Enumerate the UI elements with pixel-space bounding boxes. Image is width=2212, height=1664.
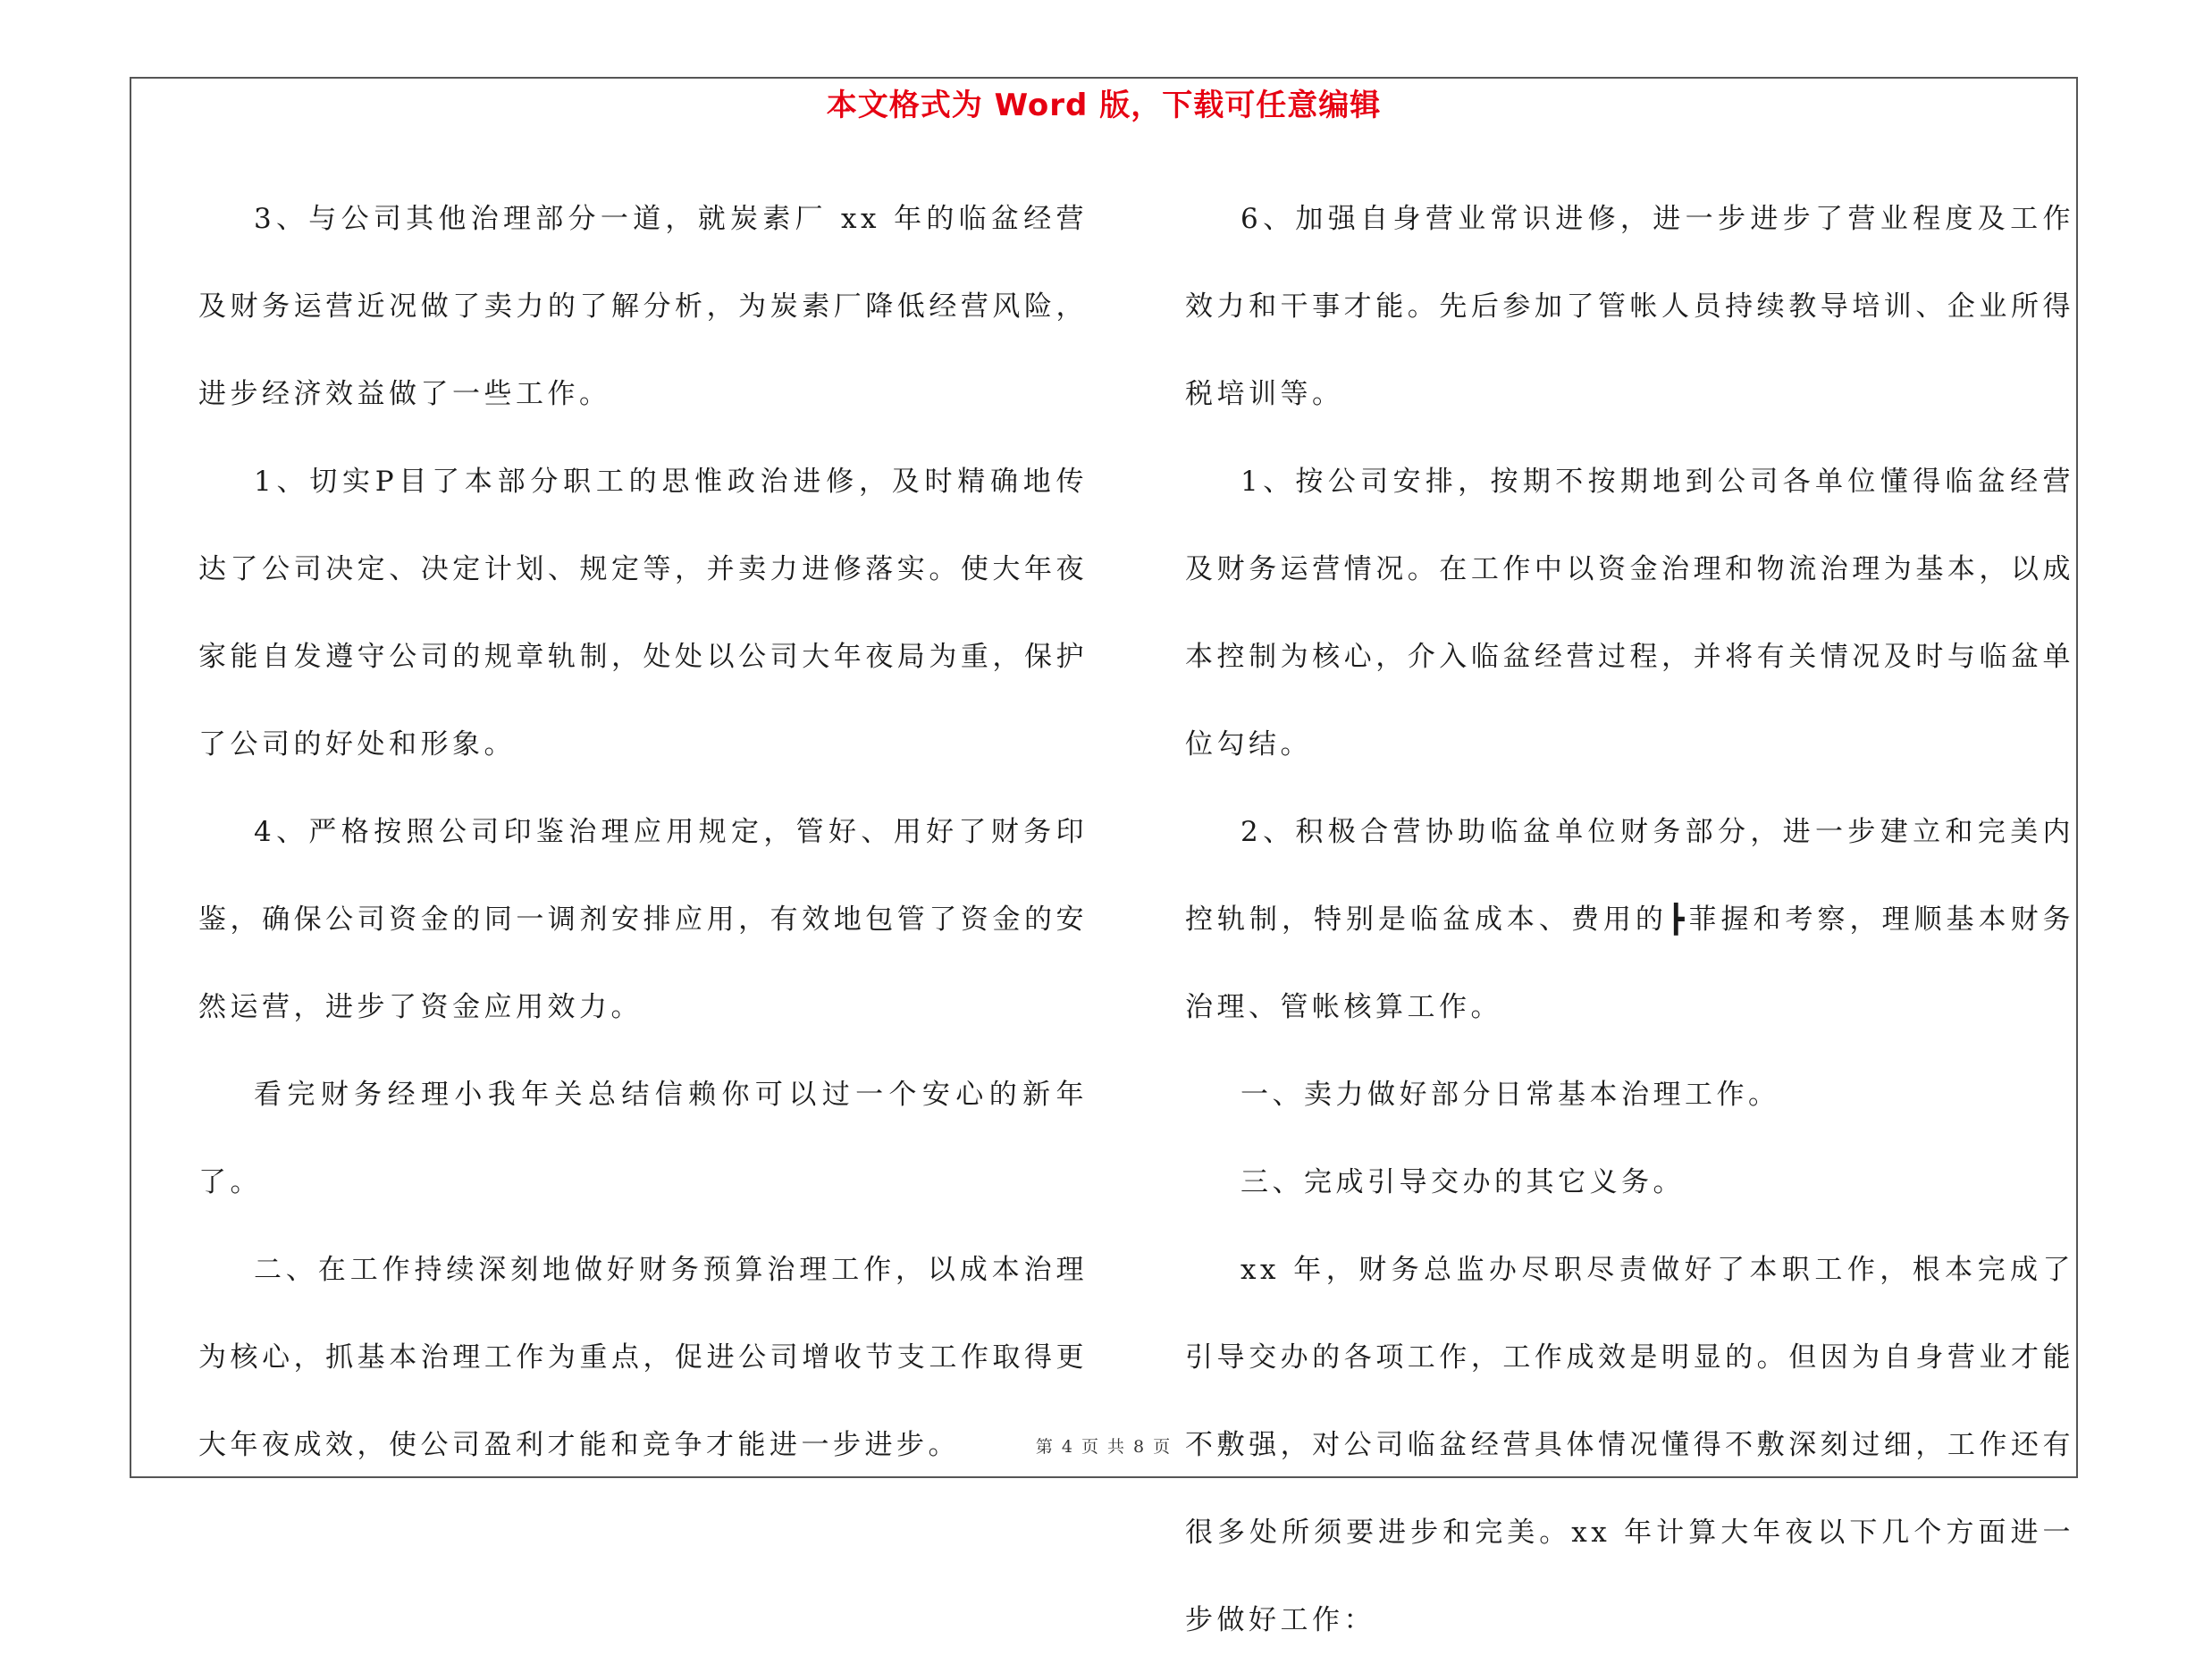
paragraph: 1、切实P目了本部分职工的思惟政治进修，及时精确地传达了公司决定、决定计划、规定等，并卖力进修落实。使大年夜家能自发遵守公司的规章轨制，处处以公司大年夜局为重，保护了公司的好处和形象。 [198, 466, 1088, 761]
paragraph: 6、加强自身营业常识进修，进一步进步了营业程度及工作效力和干事才能。先后参加了管帐人员持续教导培训、企业所得税培训等。 [1185, 203, 2074, 410]
paragraph: 看完财务经理小我年关总结信赖你可以过一个安心的新年了。 [198, 1079, 1088, 1198]
paragraph: 2、积极合营协助临盆单位财务部分，进一步建立和完美内控轨制，特别是临盆成本、费用的┣菲握和考察，理顺基本财务治理、管帐核算工作。 [1185, 816, 2074, 1023]
paragraph: 三、完成引导交办的其它义务。 [1241, 1166, 1685, 1198]
page-number-footer: 第 4 页 共 8 页 [1035, 1437, 1173, 1457]
left-column [198, 175, 1088, 1489]
paragraph: 3、与公司其他治理部分一道，就炭素厂 xx 年的临盆经营及财务运营近况做了卖力的了解分析，为炭素厂降低经营风险，进步经济效益做了一些工作。 [198, 203, 1088, 410]
paragraph: 4、严格按照公司印鉴治理应用规定，管好、用好了财务印鉴，确保公司资金的同一调剂安排应用，有效地包管了资金的安然运营，进步了资金应用效力。 [198, 816, 1088, 1023]
paragraph: xx 年，财务总监办尽职尽责做好了本职工作，根本完成了引导交办的各项工作，工作成效是明显的。但因为自身营业才能不敷强，对公司临盆经营具体情况懂得不敷深刻过细，工作还有很多处所须要进步和完美。xx 年计算大年夜以下几个方面进一步做好工作： [1185, 1254, 2074, 1636]
paragraph: 二、在工作持续深刻地做好财务预算治理工作，以成本治理为核心，抓基本治理工作为重点，促进公司增收节支工作取得更大年夜成效，使公司盈利才能和竞争才能进一步进步。 [198, 1254, 1088, 1461]
format-banner: 本文格式为 Word 版，下载可任意编辑 [826, 88, 1382, 123]
paragraph: 1、按公司安排，按期不按期地到公司各单位懂得临盆经营及财务运营情况。在工作中以资金治理和物流治理为基本，以成本控制为核心，介入临盆经营过程，并将有关情况及时与临盆单位勾结。 [1185, 466, 2074, 761]
paragraph: 一、卖力做好部分日常基本治理工作。 [1241, 1079, 1780, 1111]
